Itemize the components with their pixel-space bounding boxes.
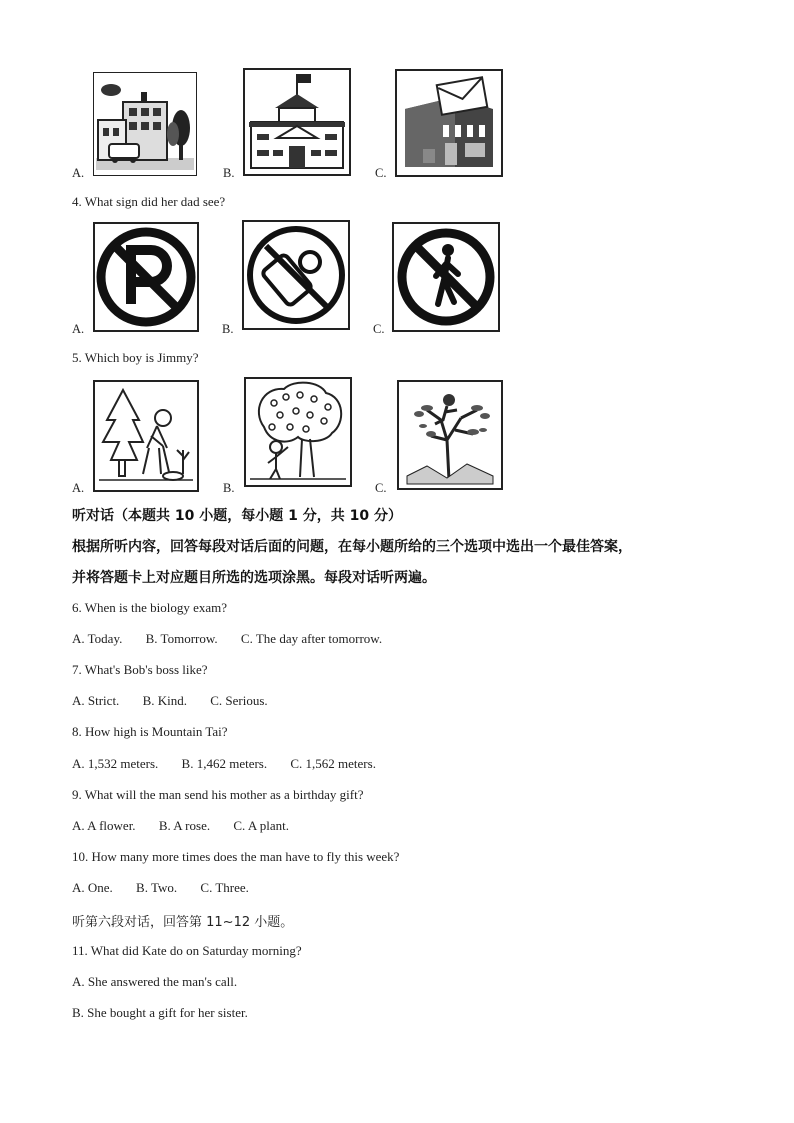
no-pedestrians-sign-icon: [392, 222, 500, 332]
question-4: 4. What sign did her dad see?: [72, 194, 226, 209]
question-10-options: [72, 880, 249, 896]
q5-option-a-label: A.: [72, 481, 85, 495]
q9-option-c: C. A plant.: [233, 818, 289, 833]
q10-option-a: A. One.: [72, 880, 113, 895]
option-b-label: B.: [223, 166, 235, 180]
q11-option-b: B. She bought a gift for her sister.: [72, 1005, 248, 1020]
school-building-icon: [243, 68, 351, 176]
picture-no-parking: [93, 222, 199, 332]
question-6-options: [72, 631, 382, 647]
post-office-icon: [395, 69, 503, 177]
q11-option-a: A. She answered the man's call.: [72, 974, 238, 989]
q4-option-b-label: B.: [222, 322, 234, 336]
option-c-label: C.: [375, 166, 387, 180]
q6-option-c: C. The day after tomorrow.: [240, 631, 383, 646]
q6-option-b: B. Tomorrow.: [145, 631, 218, 646]
question-6: 6. When is the biology exam?: [72, 600, 228, 615]
section-instruction-line-2: 并将答题卡上对应题目所选的选项涂黑。每段对话听两遍。: [72, 570, 436, 586]
question-11: 11. What did Kate do on Saturday morning?: [72, 943, 302, 958]
q8-option-b: B. 1,462 meters.: [181, 756, 268, 771]
q10-option-c: C. Three.: [200, 880, 249, 895]
q7-option-c: C. Serious.: [210, 693, 268, 708]
question-8-options: [72, 756, 376, 772]
q8-option-c: C. 1,562 meters.: [290, 756, 376, 771]
picture-no-smoking: [242, 220, 350, 330]
q8-option-a: A. 1,532 meters.: [72, 756, 159, 771]
no-smoking-sign-icon: [242, 220, 350, 330]
q5-option-c-label: C.: [375, 481, 387, 495]
q7-option-b: B. Kind.: [142, 693, 187, 708]
q9-option-a: A. A flower.: [72, 818, 136, 833]
sixth-dialogue-intro: 听第六段对话，回答第 11~12 小题。: [72, 915, 294, 930]
picture-boy-climbing: [397, 380, 503, 490]
no-parking-sign-icon: [93, 222, 199, 332]
picture-post-office: [395, 69, 503, 177]
question-8: 8. How high is Mountain Tai?: [72, 724, 228, 739]
question-5: 5. Which boy is Jimmy?: [72, 350, 199, 365]
option-a-label: A.: [72, 166, 85, 180]
boy-climbing-tree-icon: [397, 380, 503, 490]
boy-by-apple-tree-icon: [244, 377, 352, 487]
q9-option-b: B. A rose.: [158, 818, 211, 833]
question-10: 10. How many more times does the man have to fly this week?: [72, 849, 400, 864]
boy-planting-tree-icon: [93, 380, 199, 492]
question-7-options: [72, 693, 268, 709]
q10-option-b: B. Two.: [136, 880, 178, 895]
hospital-icon: [93, 72, 197, 176]
picture-boy-apple-tree: [244, 377, 352, 487]
q4-option-c-label: C.: [373, 322, 385, 336]
picture-school: [243, 68, 351, 176]
section-instruction-line-1: 根据所听内容，回答每段对话后面的问题，在每小题所给的三个选项中选出一个最佳答案，: [72, 539, 632, 555]
question-7: 7. What's Bob's boss like?: [72, 662, 208, 677]
q5-option-b-label: B.: [223, 481, 235, 495]
question-9: 9. What will the man send his mother as a birthday gift?: [72, 787, 364, 802]
question-9-options: [72, 818, 289, 834]
picture-no-pedestrians: [392, 222, 500, 332]
q7-option-a: A. Strict.: [72, 693, 120, 708]
q4-option-a-label: A.: [72, 322, 85, 336]
picture-hospital: [93, 72, 197, 176]
section-title: 听对话（本题共 10 小题，每小题 1 分，共 10 分）: [72, 508, 402, 524]
picture-boy-planting: [93, 380, 199, 492]
q6-option-a: A. Today.: [72, 631, 123, 646]
